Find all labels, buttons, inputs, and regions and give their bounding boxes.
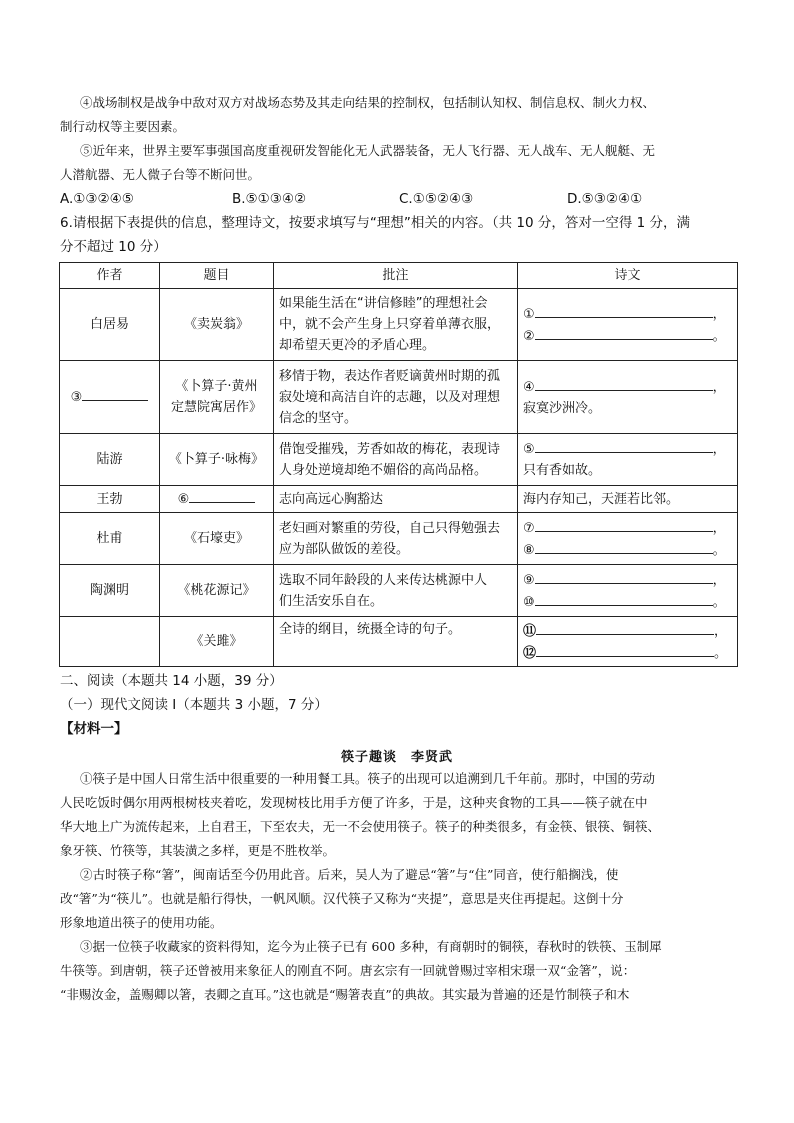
blank-punct: ， (712, 520, 726, 536)
blank-punct: 。 (712, 328, 726, 344)
cell-poem (518, 434, 738, 486)
blank-mark: ⑤ (523, 442, 535, 457)
choice-b[interactable]: B.⑤①③④② (232, 191, 307, 207)
material-label: 【材料一】 (60, 721, 128, 737)
blank-line[interactable] (535, 591, 713, 606)
cell-poem (518, 513, 738, 565)
cell-note (274, 565, 518, 617)
blank-line[interactable] (535, 325, 713, 340)
note-line: 寂处境和高洁自许的志趣，以及对理想 (279, 389, 501, 405)
paragraph-line: 华大地上广为流传起来，上自君王，下至农夫，无一不会使用筷子。筷子的种类很多，有金筷、银筷、铜筷、 (60, 819, 661, 834)
paragraph-line: ①筷子是中国人日常生活中很重要的一种用餐工具。筷子的出现可以追溯到几千年前。那时，中国的劳动 (80, 771, 656, 786)
note-line: 人身处逆境却绝不媚俗的高尚品格。 (279, 462, 488, 478)
answer-blank-6[interactable] (189, 488, 255, 503)
answer-blank-3[interactable] (82, 386, 148, 401)
paragraph-line: 改“箸”为“筷儿”。也就是船行得快，一帆风顺。汉代筷子又称为“夹提”，意思是夹住再提起。这倒十分 (60, 891, 624, 906)
blank-line[interactable] (535, 569, 713, 584)
cell-author: 陶渊明 (60, 565, 160, 617)
cell-note: 志向高远心胸豁达 (274, 486, 518, 513)
option-item-4-line1: ④战场制权是战争中敌对双方对战场态势及其走向结果的控制权，包括制认知权、制信息权、制火力权、 (80, 95, 656, 110)
blank-line[interactable] (535, 376, 713, 391)
blank-mark: ⑨ (523, 572, 535, 588)
table-row (60, 434, 738, 486)
cell-note (274, 289, 518, 361)
paragraph-line: 人民吃饭时偶尔用两根树枝夹着吃，发现树枝比用手方便了许多，于是，这种夹食物的工具——筷子就在中 (60, 795, 648, 810)
poem-table (59, 262, 738, 667)
cell-poem (518, 565, 738, 617)
note-line: 借饱受摧残，芳香如故的梅花，表现诗 (279, 441, 501, 457)
blank-line[interactable] (535, 517, 713, 532)
note-line: 信念的坚守。 (279, 410, 358, 426)
table-row (60, 513, 738, 565)
blank-mark: ④ (523, 379, 535, 395)
blank-mark: ⑧ (523, 542, 535, 558)
blank-punct: ， (712, 379, 726, 395)
note-line: 移情于物，表达作者贬谪黄州时期的孤 (279, 368, 501, 384)
cell-poem (518, 289, 738, 361)
blank-mark: ⑫ (523, 645, 537, 661)
blank-line[interactable] (536, 620, 714, 635)
blank-mark: ⑩ (523, 594, 535, 610)
blank-mark: ⑥ (177, 492, 190, 507)
title-line: 定慧院寓居作》 (170, 400, 262, 415)
cell-poem (518, 617, 738, 667)
blank-mark: ③ (70, 390, 83, 405)
blank-punct: ， (712, 572, 726, 588)
header-note: 批注 (274, 263, 518, 289)
cell-note (274, 513, 518, 565)
cell-title: 《石壕吏》 (160, 513, 274, 565)
subsection-heading: （一）现代文阅读 I（本题共 3 小题，7 分） (60, 697, 328, 713)
blank-punct: ， (712, 306, 726, 322)
question-6-line2: 分不超过 10 分） (60, 239, 167, 255)
answer-blank-10[interactable] (523, 591, 732, 613)
paragraph-line: 形象地道出筷子的使用功能。 (60, 915, 223, 930)
answer-blank-1[interactable] (523, 303, 732, 325)
answer-blank-5[interactable] (523, 438, 732, 460)
cell-title (160, 361, 274, 434)
cell-note (274, 361, 518, 434)
note-line: 们生活安乐自在。 (279, 593, 384, 609)
header-title: 题目 (160, 263, 274, 289)
cell-title: 《卜算子·咏梅》 (160, 434, 274, 486)
choice-c[interactable]: C.①⑤②④③ (399, 191, 474, 207)
poem-line: 寂寞沙洲冷。 (523, 400, 602, 416)
note-line: 却希望天更冷的矛盾心理。 (279, 338, 436, 353)
blank-mark: ① (523, 306, 535, 322)
cell-title: 《关雎》 (160, 617, 274, 667)
blank-punct: 。 (714, 645, 728, 661)
choice-a[interactable]: A.①③②④⑤ (60, 191, 134, 207)
cell-author: 杜甫 (60, 513, 160, 565)
cell-title: 《卖炭翁》 (160, 289, 274, 361)
option-item-5-line2: 人潜航器、无人微子台等不断问世。 (60, 167, 261, 182)
note-line: 应为部队做饭的差役。 (279, 541, 410, 557)
answer-blank-9[interactable] (523, 569, 732, 591)
answer-blank-7[interactable] (523, 517, 732, 539)
table-row (60, 486, 738, 513)
blank-punct: ， (712, 442, 726, 457)
blank-line[interactable] (536, 642, 714, 657)
header-author: 作者 (60, 263, 160, 289)
cell-poem (518, 361, 738, 434)
answer-blank-12[interactable] (523, 642, 732, 664)
blank-line[interactable] (535, 303, 713, 318)
title-line: 《卜算子·黄州 (175, 379, 258, 394)
table-header-row (60, 263, 738, 289)
section-heading: 二、阅读（本题共 14 小题，39 分） (60, 673, 283, 689)
answer-blank-4[interactable] (523, 376, 732, 398)
paragraph-line: “非赐汝金，盖赐卿以箸，表卿之直耳。”这也就是“赐箸表直”的典故。其实最为普遍的还是竹制筷子和木 (60, 987, 630, 1002)
cell-author (60, 617, 160, 667)
paragraph-line: ③据一位筷子收藏家的资料得知，迄今为止筷子已有 600 多种，有商朝时的铜筷，春秋时的铁筷、玉制犀 (80, 939, 662, 954)
paragraph-line: 象牙筷、竹筷等，其装潢之多样，更是不胜枚举。 (60, 843, 336, 858)
answer-blank-11[interactable] (523, 620, 732, 642)
paragraph-line: 牛筷等。到唐朝，筷子还曾被用来象征人的刚直不阿。唐玄宗有一回就曾赐过宰相宋璟一双“金箸”，说： (60, 963, 636, 978)
answer-blank-8[interactable] (523, 539, 732, 561)
choice-d[interactable]: D.⑤③②④① (567, 191, 643, 207)
note-line: 选取不同年龄段的人来传达桃源中人 (279, 572, 488, 588)
table-row (60, 617, 738, 667)
cell-title: 《桃花源记》 (160, 565, 274, 617)
cell-note (274, 434, 518, 486)
table-row (60, 361, 738, 434)
answer-blank-2[interactable] (523, 325, 732, 347)
poem-line: 只有香如故。 (523, 463, 602, 478)
header-poem: 诗文 (518, 263, 738, 289)
paragraph-line: ②古时筷子称“箸”，闽南话至今仍用此音。后来，吴人为了避忌“箸”与“住”同音，使行船搁浅，使 (80, 867, 619, 882)
cell-author: 王勃 (60, 486, 160, 513)
cell-author (60, 361, 160, 434)
note-line: 中，就不会产生身上只穿着单薄衣服， (279, 317, 501, 332)
cell-author: 陆游 (60, 434, 160, 486)
blank-mark: ② (523, 328, 535, 344)
note-line: 如果能生活在“讲信修睦”的理想社会 (279, 296, 488, 311)
cell-note: 全诗的纲目，统摄全诗的句子。 (274, 617, 518, 667)
question-6-line1: 6.请根据下表提供的信息，整理诗文，按要求填写与“理想”相关的内容。（共 10 分，答对一空得 1 分，满 (60, 215, 691, 231)
blank-punct: 。 (712, 594, 726, 610)
table-row (60, 289, 738, 361)
table-row (60, 565, 738, 617)
blank-punct: ， (714, 623, 728, 639)
blank-punct: 。 (712, 542, 726, 558)
note-line: 老妇画对繁重的劳役，自己只得勉强去 (279, 520, 501, 536)
blank-line[interactable] (535, 539, 713, 554)
cell-poem: 海内存知己，天涯若比邻。 (518, 486, 738, 513)
cell-author: 白居易 (60, 289, 160, 361)
cell-title (160, 486, 274, 513)
blank-mark: ⑪ (523, 623, 537, 639)
blank-line[interactable] (535, 438, 713, 453)
option-item-5-line1: ⑤近年来，世界主要军事强国高度重视研发智能化无人武器装备，无人飞行器、无人战车、无人舰艇、无 (80, 143, 656, 158)
option-item-4-line2: 制行动权等主要因素。 (60, 119, 186, 134)
blank-mark: ⑦ (523, 520, 535, 536)
article-title: 筷子趣谈 李贤武 (340, 750, 453, 765)
